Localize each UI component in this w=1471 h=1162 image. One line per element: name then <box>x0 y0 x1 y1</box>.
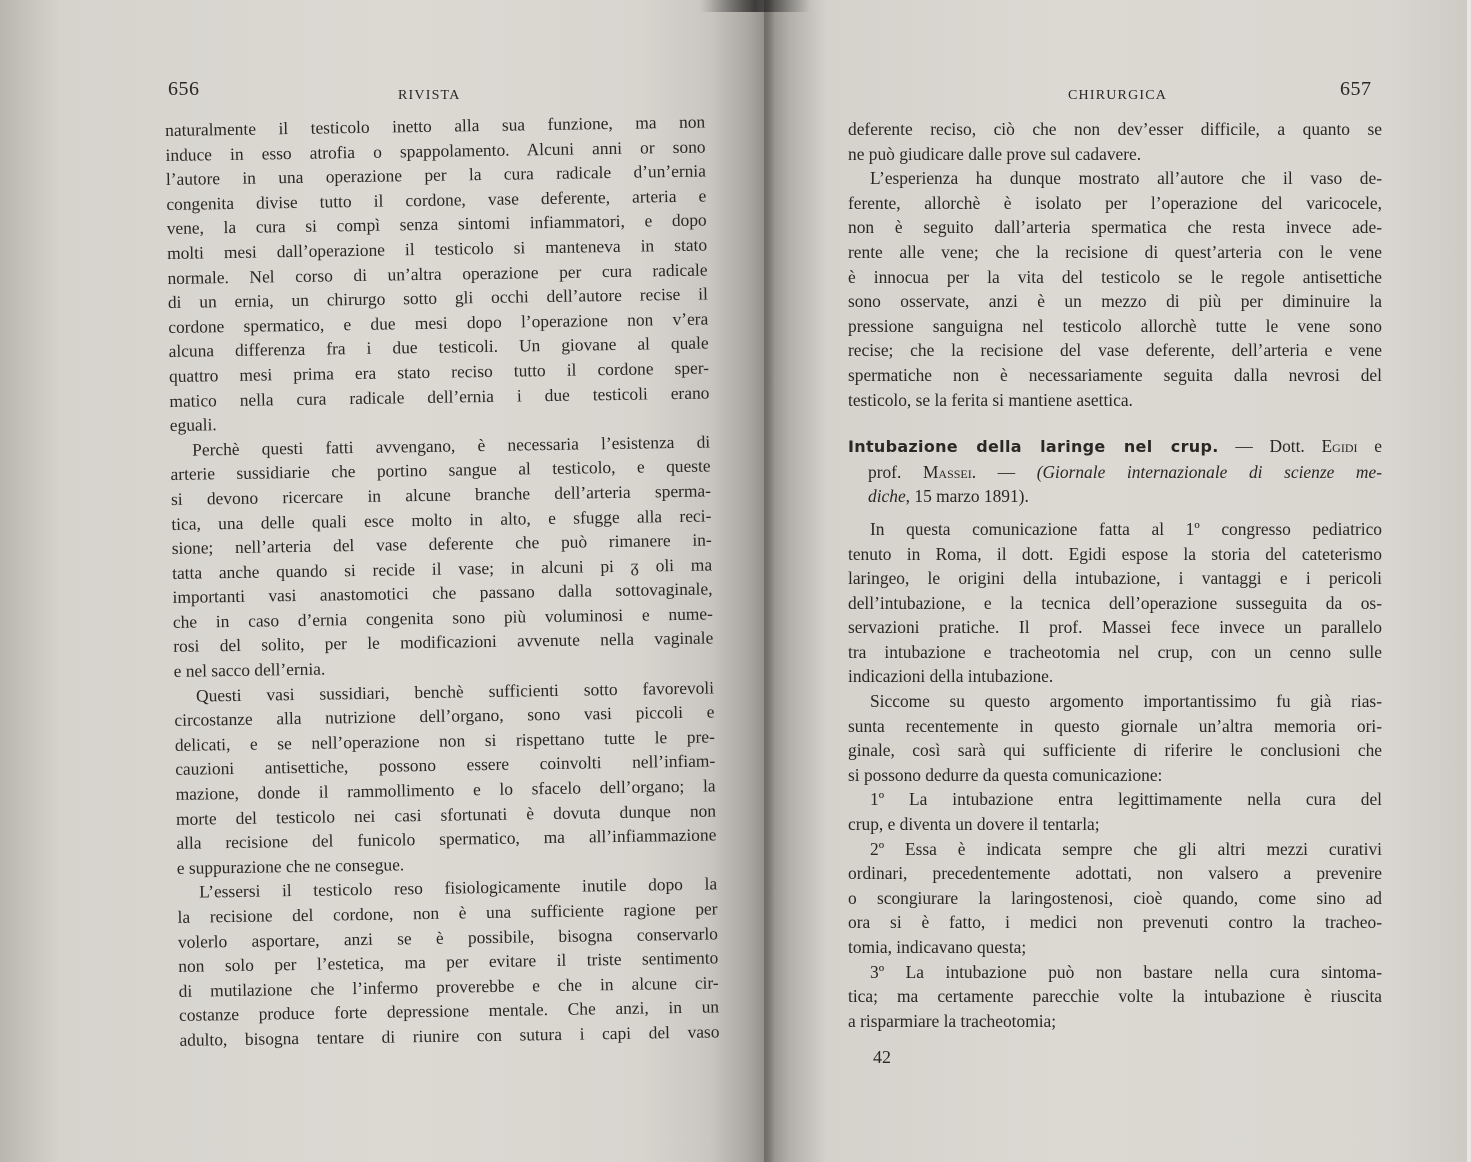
text-line: induce in esso atrofia o spappolamento. Alcuni anni or sono <box>165 136 706 165</box>
journal-name: (Giornale internazionale di scienze me- <box>1036 461 1383 482</box>
text-line: indicazioni della intubazione. <box>848 666 1054 687</box>
text-line: ora si è fatto, i medici non prevenuti contro la tracheo- <box>848 912 1382 933</box>
text-line: rente alle vene; che la recisione di quest’arteria con le vene <box>848 241 1382 262</box>
text-line: ne può giudicare dalle prove sul cadavere. <box>848 143 1142 164</box>
text-line: pressione sanguigna nel testicolo allorchè tutte le vene sono <box>848 315 1382 336</box>
text-line: l’autore in una operazione per la cura radicale d’un’ernia <box>165 160 707 190</box>
text-line: volerlo asportare, anzi se è possibile, bisogna conservarlo <box>177 923 719 952</box>
text-line: alla recisione del funicolo spermatico, ma all’infiammazione <box>176 824 717 854</box>
page-edge <box>1467 0 1471 1162</box>
text-line: ordinari, precedentemente adottati, non valsero a prevenire <box>848 863 1382 884</box>
text-line: tomia, indicavano questa; <box>848 937 1027 957</box>
heading-and: e <box>1357 436 1382 457</box>
text-line: è innocua per la vita del testicolo se le regole antisettiche <box>848 266 1382 287</box>
text-line: e suppurazione che ne consegue. <box>176 854 405 878</box>
text-line: non è seguito dall’arteria spermatica che resta invece ade- <box>848 217 1382 238</box>
text-line: di mutilazione che l’infermo proverebbe e che in alcune cir- <box>178 972 719 1001</box>
text-line: non solo per l’estetica, ma per evitare il triste sentimento <box>178 947 719 977</box>
text-line: Siccome su questo argomento importantissimo fu già rias- <box>870 691 1382 712</box>
heading-dash: — Dott. <box>1218 436 1322 457</box>
text-line: normale. Nel corso di un’altra operazione per cura radicale <box>167 259 708 288</box>
text-line: sione; nell’arteria del vase deferente che può rimanere in- <box>171 529 712 559</box>
heading-dash-2: . — <box>971 461 1037 482</box>
text-line: molti mesi dall’operazione il testicolo si manteneva in stato <box>166 234 708 263</box>
text-line: tica, una delle quali esce molto in alto, e sfugge alla reci- <box>171 504 712 534</box>
text-line: 2º Essa è indicata sempre che gli altri mezzi curativi <box>870 838 1382 859</box>
text-line: Questi vasi sussidiari, benchè sufficienti sotto favorevoli <box>195 677 715 706</box>
right-page-number: 657 <box>1340 78 1372 100</box>
text-line: circostanze alla nutrizione dell’organo, sono vasi piccoli e <box>174 701 715 731</box>
left-running-title: RIVISTA <box>398 88 461 103</box>
left-page-number: 656 <box>168 78 200 100</box>
text-line: In questa comunicazione fatta al 1º congresso pediatrico <box>870 518 1382 539</box>
text-line: quattro mesi prima era stato reciso tutto il cordone sper- <box>168 357 710 386</box>
text-line: ferente, allorchè è isolato per l’operazione del varicocele, <box>848 192 1382 213</box>
journal-date: , 15 marzo 1891). <box>905 486 1029 507</box>
text-line: Perchè questi fatti avvengano, è necessaria l’esistenza di <box>192 431 711 460</box>
text-line: sono osservate, anzi è un mezzo di più per diminuire la <box>848 291 1382 312</box>
text-line: cordone spermatico, e due mesi dopo l’operazione non v’era <box>168 308 709 337</box>
heading-prof: prof. <box>868 461 923 482</box>
text-line: testicolo, se la ferita si mantiene asettica. <box>848 389 1133 410</box>
text-line: rosi del solito, per le modificazioni avvenute nella vaginale <box>173 627 714 657</box>
article-heading <box>848 434 1382 509</box>
text-line: eguali. <box>169 414 217 436</box>
text-line: si devono ricercare in alcune branche dell’arteria sperma- <box>170 480 712 509</box>
text-line: 3º La intubazione può non bastare nella cura sintoma- <box>870 961 1382 982</box>
spine-top-shadow <box>700 0 810 12</box>
text-line: importanti vasi anastomotici che passano dalla sottovaginale, <box>172 578 713 608</box>
text-line: crup, e diventa un dovere il tentarla; <box>848 814 1100 835</box>
text-line: congenita divise tutto il cordone, vase deferente, arteria e <box>166 185 707 214</box>
text-line: tenuto in Roma, il dott. Egidi espose la storia del cateterismo <box>848 543 1382 564</box>
gutter-shadow <box>764 0 774 1162</box>
author-massei: Massei <box>922 461 972 482</box>
left-body-text <box>165 110 720 1053</box>
article-title: Intubazione della laringe nel crup. <box>848 437 1219 457</box>
text-line: che in caso d’ernia congenita sono più voluminosi e nume- <box>172 603 714 632</box>
text-line: tatta anche quando si recide il vase; in alcuni pi ᵹ oli ma <box>171 554 713 583</box>
text-line: spermatiche non è necessariamente seguita dalla nevrosi del <box>848 364 1382 385</box>
text-line: o scongiurare la laringostenosi, cioè quando, come sino ad <box>848 887 1382 908</box>
text-line: arterie sussidiarie che portino sangue al testicolo, e queste <box>170 455 711 485</box>
text-line: alcuna differenza fra i due testicoli. Un giovane al quale <box>168 332 709 362</box>
text-line: morte del testicolo nei casi sfortunati è dovuta dunque non <box>175 800 717 829</box>
text-line: a risparmiare la tracheotomia; <box>848 1010 1057 1031</box>
text-line: matico nella cura radicale dell’ernia i due testicoli erano <box>169 382 710 411</box>
text-line: laringeo, le origini della intubazione, i vantaggi e i pericoli <box>848 568 1382 589</box>
text-line: recise; che la recisione del vase deferente, dell’arteria e vene <box>848 340 1382 361</box>
text-line: mazione, donde il rammollimento e lo sfacelo dell’organo; la <box>175 775 716 804</box>
text-line: e nel sacco dell’ernia. <box>173 658 326 681</box>
journal-name-cont: diche <box>868 486 906 507</box>
text-line: servazioni pratiche. Il prof. Massei fece invece un parallelo <box>848 617 1382 638</box>
text-line: vene, la cura si compì senza sintomi infiammatori, e dopo <box>166 209 707 239</box>
right-running-title: CHIRURGICA <box>1068 88 1168 103</box>
text-line: ginale, così sarà qui sufficiente di riferire le conclusioni che <box>848 740 1382 761</box>
text-line: 1º La intubazione entra legittimamente nella cura del <box>870 789 1382 810</box>
right-body-text <box>848 117 1382 1033</box>
text-line: tra intubazione e tracheotomia nel crup, con un cenno sulle <box>848 641 1382 662</box>
text-line: adulto, bisogna tentare di riunire con sutura i capi del vaso <box>179 1021 720 1050</box>
text-line: sunta recentemente in questo giornale un’altra memoria ori- <box>848 715 1382 736</box>
text-line: di un ernia, un chirurgo sotto gli occhi dell’autore recise il <box>167 283 708 313</box>
text-line: costanze produce forte depressione mentale. Che anzi, in un <box>178 996 720 1026</box>
author-egidi: Egidi <box>1321 436 1358 457</box>
text-line: L’esperienza ha dunque mostrato all’autore che il vaso de- <box>870 168 1382 189</box>
text-line: L’essersi il testicolo reso fisiologicamente inutile dopo la <box>199 873 718 902</box>
text-line: dell’intubazione, e la tecnica dell’operazione susseguita da os- <box>848 592 1382 613</box>
text-line: tica; ma certamente parecchie volte la intubazione è riuscita <box>848 986 1382 1007</box>
text-line: si possono dedurre da questa comunicazione: <box>848 764 1163 785</box>
signature-mark: 42 <box>873 1047 891 1067</box>
text-line: la recisione del cordone, non è una sufficiente ragione per <box>177 898 718 927</box>
text-line: naturalmente il testicolo inetto alla sua funzione, ma non <box>165 111 706 140</box>
text-line: delicati, e se nell’operazione non si rispettano tutte le pre- <box>174 726 715 755</box>
text-line: cauzioni antisettiche, possono essere coinvolti nell’infiam- <box>175 750 716 780</box>
text-line: deferente reciso, ciò che non dev’esser difficile, a quanto se <box>848 119 1382 139</box>
